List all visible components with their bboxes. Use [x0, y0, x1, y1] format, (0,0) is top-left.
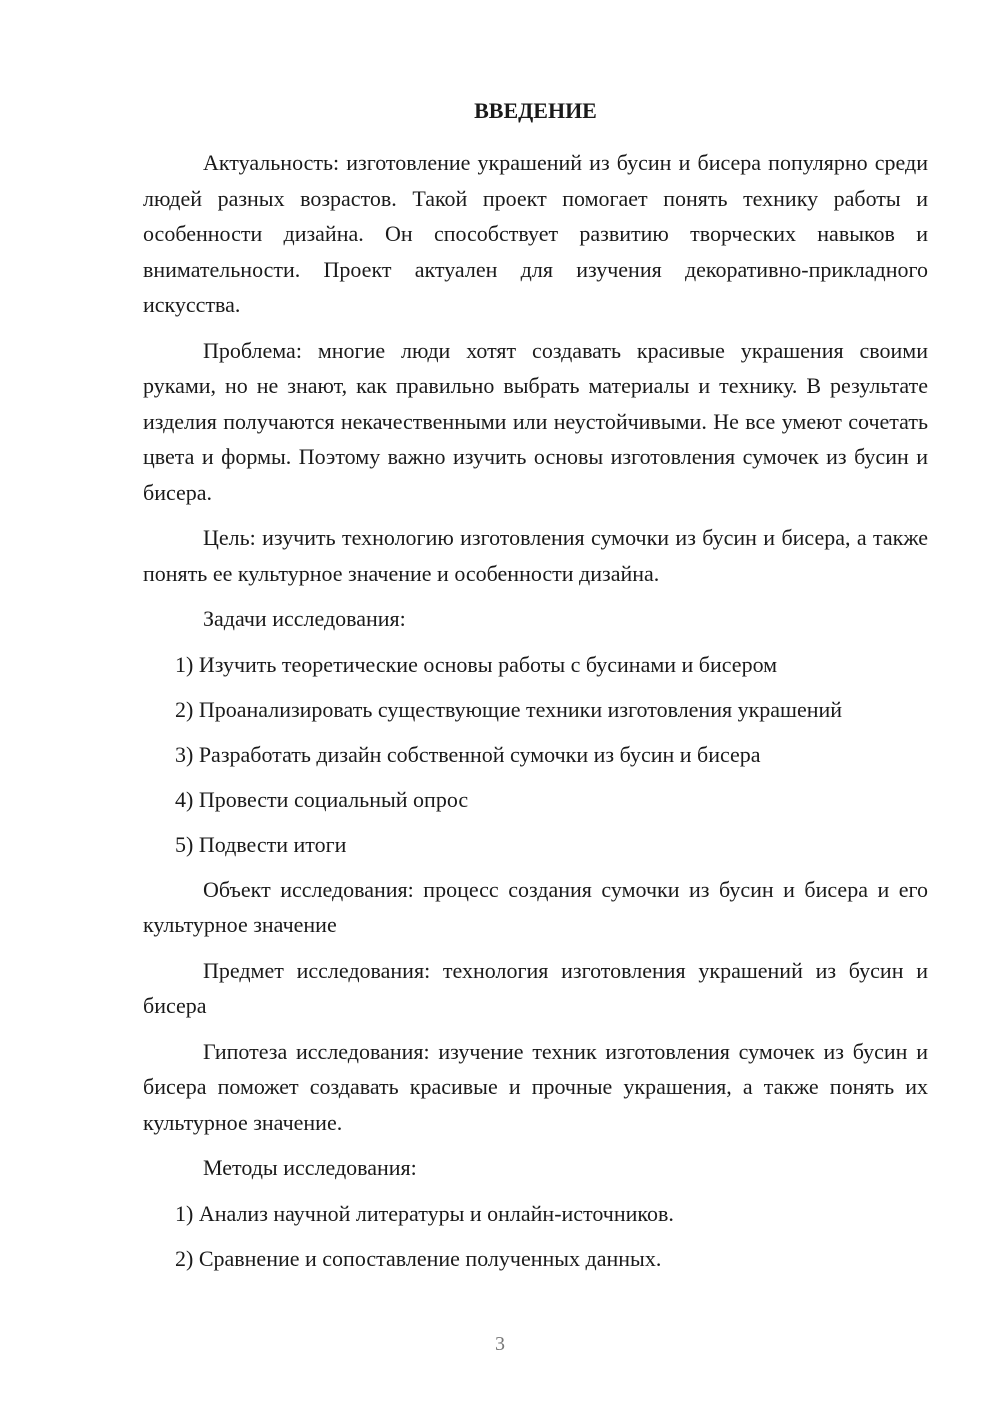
- method-item: 1) Анализ научной литературы и онлайн-источников.: [175, 1200, 674, 1226]
- method-item: 2) Сравнение и сопоставление полученных данных.: [175, 1245, 662, 1271]
- page-content: [143, 93, 928, 1286]
- goal-paragraph: Цель: изучить технологию изготовления сумочки из бусин и бисера, а также понять ее культурное значение и особенности дизайна.: [143, 525, 928, 586]
- page-number: 3: [495, 1333, 505, 1355]
- task-item: 3) Разработать дизайн собственной сумочки из бусин и бисера: [175, 741, 761, 767]
- hypothesis-paragraph: Гипотеза исследования: изучение техник изготовления сумочек из бусин и бисера поможет создавать красивые и прочные украшения, а также понять их культурное значение.: [143, 1038, 928, 1135]
- task-item: 1) Изучить теоретические основы работы с бусинами и бисером: [175, 651, 778, 677]
- task-item: 4) Провести социальный опрос: [175, 786, 469, 812]
- methods-heading: Методы исследования:: [203, 1155, 417, 1180]
- task-item: 2) Проанализировать существующие техники изготовления украшений: [175, 696, 843, 722]
- tasks-heading: Задачи исследования:: [203, 606, 406, 631]
- relevance-paragraph: Актуальность: изготовление украшений из бусин и бисера популярно среди людей разных возрастов. Такой проект помогает понять технику работы и особенности дизайна. Он способствует развитию творческих навыков и внимательности. Проект актуален для изучения декоративно-прикладного искусства.: [143, 150, 928, 317]
- page-title: ВВЕДЕНИЕ: [474, 98, 597, 123]
- subject-paragraph: Предмет исследования: технология изготовления украшений из бусин и бисера: [143, 957, 928, 1018]
- task-item: 5) Подвести итоги: [175, 831, 347, 857]
- problem-paragraph: Проблема: многие люди хотят создавать красивые украшения своими руками, но не знают, как правильно выбрать материалы и технику. В результате изделия получаются некачественными или неустойчивыми. Не все умеют сочетать цвета и формы. Поэтому важно изучить основы изготовления сумочек из бусин и бисера.: [143, 337, 928, 505]
- object-paragraph: Объект исследования: процесс создания сумочки из бусин и бисера и его культурное значение: [143, 876, 928, 937]
